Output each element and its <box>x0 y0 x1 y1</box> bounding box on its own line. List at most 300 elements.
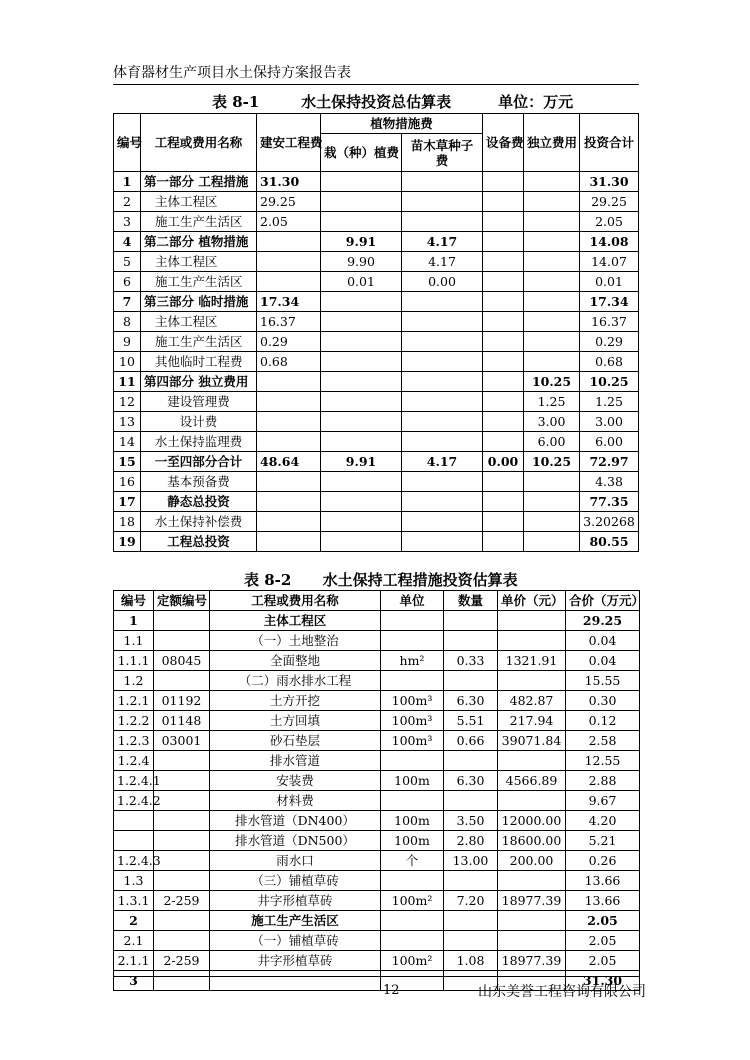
table-row <box>114 272 639 292</box>
planting-cost <box>321 372 402 392</box>
item-name: 排水管道（DN400） <box>210 811 381 831</box>
item-number: 1.3.1 <box>114 891 154 911</box>
seed-cost: 4.17 <box>402 232 483 252</box>
quantity: 6.30 <box>444 771 498 791</box>
seed-cost <box>402 532 483 552</box>
unit-price <box>498 751 566 771</box>
total-investment: 10.25 <box>580 372 639 392</box>
item-name: （三）铺植草砖 <box>210 871 381 891</box>
equipment-cost <box>483 292 524 312</box>
total-investment: 2.05 <box>580 212 639 232</box>
item-number: 1.1.1 <box>114 651 154 671</box>
total-investment: 4.38 <box>580 472 639 492</box>
total-price: 0.26 <box>566 851 640 871</box>
equipment-cost <box>483 172 524 192</box>
table-row <box>114 352 639 372</box>
equipment-cost <box>483 192 524 212</box>
equipment-cost <box>483 252 524 272</box>
item-name: 土方回填 <box>210 711 381 731</box>
seed-cost: 4.17 <box>402 252 483 272</box>
total-investment: 31.30 <box>580 172 639 192</box>
construction-cost <box>257 392 321 412</box>
row-number: 12 <box>114 392 141 412</box>
equipment-cost <box>483 432 524 452</box>
table-row <box>114 192 639 212</box>
unit-price <box>498 671 566 691</box>
total-price: 0.30 <box>566 691 640 711</box>
equipment-cost: 0.00 <box>483 452 524 472</box>
header-rule <box>113 84 639 85</box>
row-number: 5 <box>114 252 141 272</box>
unit-price <box>498 931 566 951</box>
planting-cost: 9.90 <box>321 252 402 272</box>
item-number: 2.1.1 <box>114 951 154 971</box>
independent-cost <box>524 272 580 292</box>
construction-cost: 48.64 <box>257 452 321 472</box>
quantity: 3.50 <box>444 811 498 831</box>
total-price: 0.12 <box>566 711 640 731</box>
table-row <box>114 492 639 512</box>
seed-cost <box>402 392 483 412</box>
t1-header-total: 投资合计 <box>580 114 639 172</box>
seed-cost <box>402 372 483 392</box>
construction-cost <box>257 532 321 552</box>
table-row <box>114 472 639 492</box>
construction-cost <box>257 492 321 512</box>
seed-cost: 4.17 <box>402 452 483 472</box>
equipment-cost <box>483 532 524 552</box>
total-price: 2.05 <box>566 911 640 931</box>
table-row <box>114 691 640 711</box>
independent-cost <box>524 172 580 192</box>
unit-price: 18600.00 <box>498 831 566 851</box>
item-name: 主体工程区 <box>141 252 257 272</box>
row-number: 18 <box>114 512 141 532</box>
item-number: 1.2.1 <box>114 691 154 711</box>
unit-price: 1321.91 <box>498 651 566 671</box>
item-number: 1.2.4 <box>114 751 154 771</box>
planting-cost: 9.91 <box>321 232 402 252</box>
unit <box>381 931 444 951</box>
planting-cost <box>321 432 402 452</box>
item-name <box>210 971 381 991</box>
t1-header-indep: 独立费用 <box>524 114 580 172</box>
unit-price: 18977.39 <box>498 951 566 971</box>
seed-cost <box>402 352 483 372</box>
table-row <box>114 871 640 891</box>
item-number: 1.1 <box>114 631 154 651</box>
item-number <box>114 831 154 851</box>
table-row <box>114 931 640 951</box>
t2-header-code: 定额编号 <box>154 591 210 611</box>
table-row <box>114 671 640 691</box>
independent-cost <box>524 492 580 512</box>
unit <box>381 791 444 811</box>
equipment-cost <box>483 332 524 352</box>
row-number: 8 <box>114 312 141 332</box>
seed-cost: 0.00 <box>402 272 483 292</box>
construction-cost: 16.37 <box>257 312 321 332</box>
table-row <box>114 731 640 751</box>
item-number: 1.3 <box>114 871 154 891</box>
item-name: 基本预备费 <box>141 472 257 492</box>
construction-cost <box>257 512 321 532</box>
equipment-cost <box>483 472 524 492</box>
engineering-measures-table <box>113 590 645 991</box>
seed-cost <box>402 312 483 332</box>
quantity <box>444 631 498 651</box>
equipment-cost <box>483 492 524 512</box>
row-number: 6 <box>114 272 141 292</box>
total-investment: 17.34 <box>580 292 639 312</box>
quota-code: 08045 <box>154 651 210 671</box>
unit <box>381 631 444 651</box>
item-name: 第一部分 工程措施 <box>141 172 257 192</box>
total-price: 4.20 <box>566 811 640 831</box>
unit: 个 <box>381 851 444 871</box>
item-name: 材料费 <box>210 791 381 811</box>
equipment-cost <box>483 312 524 332</box>
construction-cost <box>257 252 321 272</box>
total-investment: 14.08 <box>580 232 639 252</box>
item-name: 水土保持监理费 <box>141 432 257 452</box>
table-row <box>114 751 640 771</box>
independent-cost <box>524 312 580 332</box>
equipment-cost <box>483 512 524 532</box>
equipment-cost <box>483 392 524 412</box>
planting-cost <box>321 292 402 312</box>
item-name: 主体工程区 <box>141 312 257 332</box>
row-number: 9 <box>114 332 141 352</box>
row-number: 11 <box>114 372 141 392</box>
row-number: 17 <box>114 492 141 512</box>
item-name: 施工生产生活区 <box>141 212 257 232</box>
seed-cost <box>402 292 483 312</box>
table-row <box>114 432 639 452</box>
quantity <box>444 931 498 951</box>
total-price: 2.05 <box>566 931 640 951</box>
quota-code <box>154 831 210 851</box>
total-investment: 1.25 <box>580 392 639 412</box>
row-number: 19 <box>114 532 141 552</box>
table-row <box>114 412 639 432</box>
planting-cost <box>321 192 402 212</box>
item-name: 主体工程区 <box>141 192 257 212</box>
item-number: 1.2 <box>114 671 154 691</box>
total-price: 13.66 <box>566 891 640 911</box>
seed-cost <box>402 512 483 532</box>
seed-cost <box>402 332 483 352</box>
total-investment: 77.35 <box>580 492 639 512</box>
row-number: 16 <box>114 472 141 492</box>
table-row <box>114 212 639 232</box>
planting-cost <box>321 392 402 412</box>
table-row <box>114 292 639 312</box>
document-header: 体育器材生产项目水土保持方案报告表 <box>113 65 351 81</box>
quota-code <box>154 771 210 791</box>
item-number: 1.2.2 <box>114 711 154 731</box>
t2-header-total: 合价（万元） <box>566 591 640 611</box>
item-name: 第二部分 植物措施 <box>141 232 257 252</box>
unit-price <box>498 791 566 811</box>
table2-caption: 表 8-2 水土保持工程措施投资估算表 <box>244 571 518 589</box>
table-row <box>114 232 639 252</box>
t1-header-no: 编号 <box>114 114 141 172</box>
unit <box>381 911 444 931</box>
construction-cost: 0.29 <box>257 332 321 352</box>
item-number <box>114 811 154 831</box>
quota-code: 2-259 <box>154 891 210 911</box>
seed-cost <box>402 492 483 512</box>
independent-cost <box>524 232 580 252</box>
unit: 100m² <box>381 891 444 911</box>
t1-header-plant1: 栽（种）植费 <box>321 134 402 172</box>
unit: 100m³ <box>381 691 444 711</box>
unit <box>381 871 444 891</box>
item-name: 排水管道 <box>210 751 381 771</box>
unit: 100m <box>381 771 444 791</box>
t1-header-plant-group: 植物措施费 <box>321 114 483 134</box>
item-number: 1 <box>114 611 154 631</box>
total-investment: 80.55 <box>580 532 639 552</box>
planting-cost <box>321 212 402 232</box>
table-row <box>114 911 640 931</box>
row-number: 10 <box>114 352 141 372</box>
unit: 100m² <box>381 951 444 971</box>
construction-cost: 17.34 <box>257 292 321 312</box>
construction-cost: 29.25 <box>257 192 321 212</box>
item-name: 施工生产生活区 <box>141 332 257 352</box>
quota-code <box>154 871 210 891</box>
item-name: 第四部分 独立费用 <box>141 372 257 392</box>
seed-cost <box>402 212 483 232</box>
item-name: （一）铺植草砖 <box>210 931 381 951</box>
planting-cost <box>321 352 402 372</box>
quota-code <box>154 631 210 651</box>
quantity: 2.80 <box>444 831 498 851</box>
item-name: 第三部分 临时措施 <box>141 292 257 312</box>
quota-code <box>154 791 210 811</box>
construction-cost <box>257 472 321 492</box>
planting-cost <box>321 332 402 352</box>
table-row <box>114 831 640 851</box>
item-name: 土方开挖 <box>210 691 381 711</box>
t1-header-plant2: 苗木草种子费 <box>402 134 483 172</box>
unit <box>381 671 444 691</box>
quantity: 0.33 <box>444 651 498 671</box>
item-name: 排水管道（DN500） <box>210 831 381 851</box>
planting-cost <box>321 412 402 432</box>
unit-price: 39071.84 <box>498 731 566 751</box>
table-row <box>114 951 640 971</box>
independent-cost <box>524 332 580 352</box>
construction-cost <box>257 272 321 292</box>
item-name: 安装费 <box>210 771 381 791</box>
table-row <box>114 172 639 192</box>
page-number: 12 <box>383 983 400 998</box>
table-row <box>114 452 639 472</box>
item-name: 主体工程区 <box>210 611 381 631</box>
row-number: 15 <box>114 452 141 472</box>
construction-cost <box>257 372 321 392</box>
footer-rule <box>113 976 639 977</box>
total-investment: 3.00 <box>580 412 639 432</box>
unit: 100m <box>381 831 444 851</box>
quantity: 6.30 <box>444 691 498 711</box>
item-name: 静态总投资 <box>141 492 257 512</box>
table-row <box>114 791 640 811</box>
independent-cost <box>524 532 580 552</box>
item-name: 全面整地 <box>210 651 381 671</box>
unit-price: 217.94 <box>498 711 566 731</box>
seed-cost <box>402 432 483 452</box>
total-price: 13.66 <box>566 871 640 891</box>
table-row <box>114 512 639 532</box>
t1-header-build: 建安工程费 <box>257 114 321 172</box>
quantity: 13.00 <box>444 851 498 871</box>
t1-header-equip: 设备费 <box>483 114 524 172</box>
independent-cost <box>524 352 580 372</box>
item-name: 一至四部分合计 <box>141 452 257 472</box>
table-row <box>114 611 640 631</box>
seed-cost <box>402 412 483 432</box>
table-row <box>114 891 640 911</box>
item-name: 水土保持补偿费 <box>141 512 257 532</box>
construction-cost <box>257 232 321 252</box>
total-price: 2.05 <box>566 951 640 971</box>
item-number: 1.2.4.1 <box>114 771 154 791</box>
row-number: 1 <box>114 172 141 192</box>
total-price: 2.58 <box>566 731 640 751</box>
quantity <box>444 871 498 891</box>
unit-price <box>498 611 566 631</box>
independent-cost: 10.25 <box>524 372 580 392</box>
unit: hm² <box>381 651 444 671</box>
seed-cost <box>402 172 483 192</box>
item-name: 工程总投资 <box>141 532 257 552</box>
independent-cost <box>524 472 580 492</box>
row-number: 7 <box>114 292 141 312</box>
quantity: 5.51 <box>444 711 498 731</box>
row-number: 2 <box>114 192 141 212</box>
item-name: 其他临时工程费 <box>141 352 257 372</box>
quota-code <box>154 611 210 631</box>
quantity: 1.08 <box>444 951 498 971</box>
total-investment: 0.68 <box>580 352 639 372</box>
table-row <box>114 312 639 332</box>
construction-cost: 2.05 <box>257 212 321 232</box>
equipment-cost <box>483 212 524 232</box>
quantity <box>444 911 498 931</box>
total-investment: 72.97 <box>580 452 639 472</box>
quota-code: 2-259 <box>154 951 210 971</box>
unit-price <box>498 911 566 931</box>
item-name: 雨水口 <box>210 851 381 871</box>
quota-code <box>154 811 210 831</box>
table-row <box>114 392 639 412</box>
table-row <box>114 711 640 731</box>
investment-summary-table <box>113 113 639 552</box>
total-price: 15.55 <box>566 671 640 691</box>
independent-cost <box>524 292 580 312</box>
quota-code <box>154 911 210 931</box>
quota-code <box>154 931 210 951</box>
table-row <box>114 252 639 272</box>
total-price: 9.67 <box>566 791 640 811</box>
total-price: 0.04 <box>566 631 640 651</box>
row-number: 14 <box>114 432 141 452</box>
table-row <box>114 651 640 671</box>
seed-cost <box>402 472 483 492</box>
total-price: 12.55 <box>566 751 640 771</box>
seed-cost <box>402 192 483 212</box>
quota-code: 03001 <box>154 731 210 751</box>
planting-cost <box>321 312 402 332</box>
unit-price <box>498 871 566 891</box>
construction-cost: 31.30 <box>257 172 321 192</box>
row-number: 4 <box>114 232 141 252</box>
table-row <box>114 532 639 552</box>
quantity: 0.66 <box>444 731 498 751</box>
equipment-cost <box>483 232 524 252</box>
planting-cost <box>321 492 402 512</box>
row-number: 13 <box>114 412 141 432</box>
unit: 100m³ <box>381 731 444 751</box>
planting-cost <box>321 472 402 492</box>
table-row <box>114 851 640 871</box>
t2-header-price: 单价（元） <box>498 591 566 611</box>
equipment-cost <box>483 412 524 432</box>
item-name: 施工生产生活区 <box>210 911 381 931</box>
unit-price: 200.00 <box>498 851 566 871</box>
quantity <box>444 791 498 811</box>
item-name: 砂石垫层 <box>210 731 381 751</box>
table-row <box>114 631 640 651</box>
total-investment: 6.00 <box>580 432 639 452</box>
unit-price: 482.87 <box>498 691 566 711</box>
total-investment: 14.07 <box>580 252 639 272</box>
t2-header-name: 工程或费用名称 <box>210 591 381 611</box>
independent-cost <box>524 252 580 272</box>
unit-price: 18977.39 <box>498 891 566 911</box>
quota-code <box>154 851 210 871</box>
quota-code <box>154 671 210 691</box>
total-investment: 0.29 <box>580 332 639 352</box>
independent-cost: 6.00 <box>524 432 580 452</box>
total-price: 0.04 <box>566 651 640 671</box>
item-name: 井字形植草砖 <box>210 891 381 911</box>
item-name: 设计费 <box>141 412 257 432</box>
item-name: （一）土地整治 <box>210 631 381 651</box>
t1-header-name: 工程或费用名称 <box>141 114 257 172</box>
item-number: 1.2.4.3 <box>114 851 154 871</box>
unit-price: 12000.00 <box>498 811 566 831</box>
item-name: 井字形植草砖 <box>210 951 381 971</box>
independent-cost: 10.25 <box>524 452 580 472</box>
quantity <box>444 751 498 771</box>
quantity <box>444 611 498 631</box>
total-price: 2.88 <box>566 771 640 791</box>
unit-price <box>498 631 566 651</box>
item-number: 3 <box>114 971 154 991</box>
unit <box>381 751 444 771</box>
quota-code <box>154 971 210 991</box>
quota-code: 01192 <box>154 691 210 711</box>
quantity: 7.20 <box>444 891 498 911</box>
t2-header-unit: 单位 <box>381 591 444 611</box>
quantity <box>444 671 498 691</box>
table-row <box>114 771 640 791</box>
